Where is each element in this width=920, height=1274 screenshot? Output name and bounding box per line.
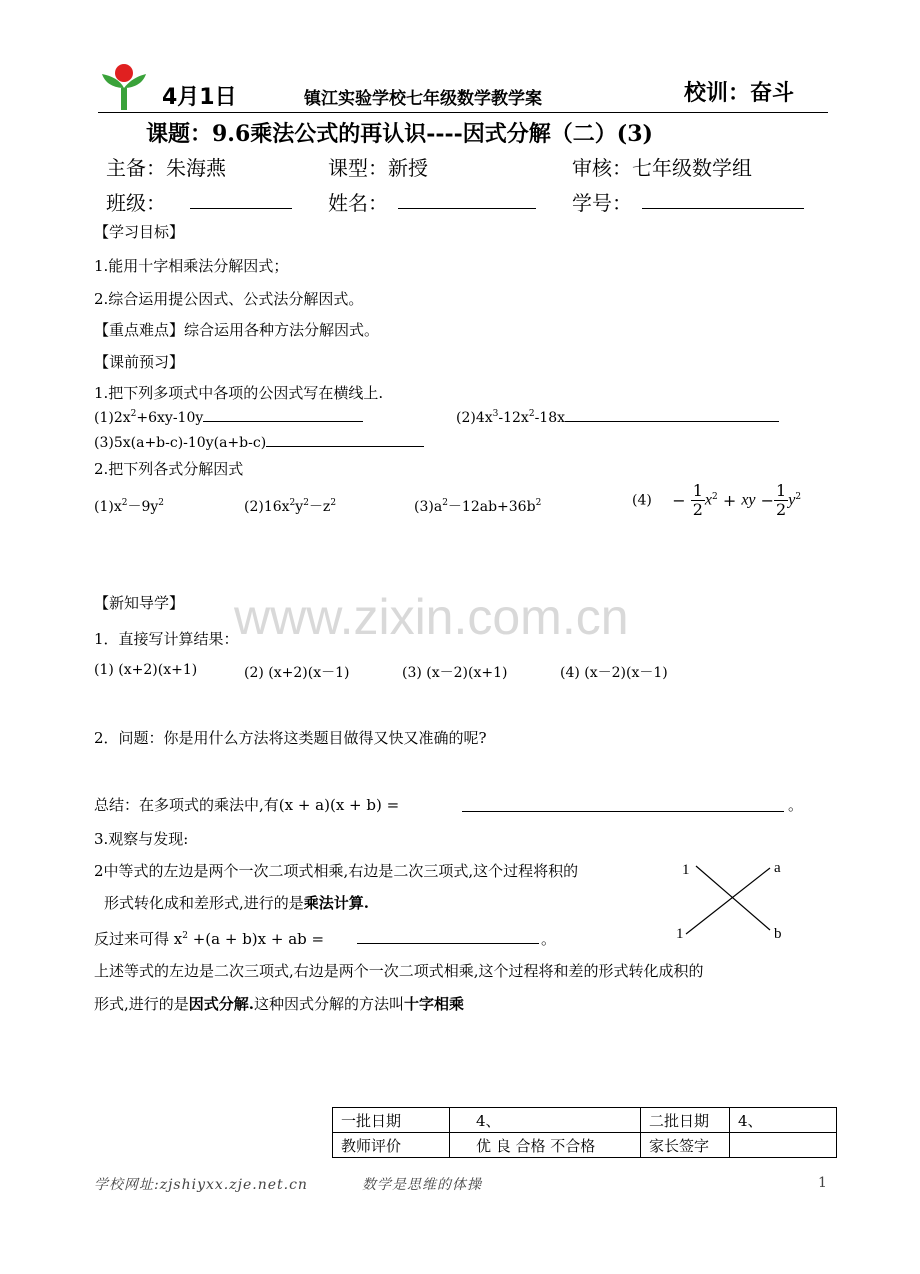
table-row: [333, 1108, 837, 1133]
objectives-heading: 【学习目标】: [94, 223, 185, 241]
table-row: [333, 1133, 837, 1158]
footer-slogan: 数学是思维的体操: [362, 1177, 482, 1193]
header-motto: 校训：奋斗: [684, 81, 795, 106]
footer-website: 学校网址:zjshiyxx.zje.net.cn: [94, 1177, 308, 1193]
answer-blank[interactable]: [565, 407, 779, 422]
new-q2: 2．问题：你是用什么方法将这类题目做得又快又准确的呢?: [94, 729, 487, 747]
paragraph-3-end: 。: [541, 930, 557, 948]
paragraph-5: 形式,进行的是因式分解.这种因式分解的方法叫十字相乘: [94, 995, 465, 1013]
number-label: 学号：: [572, 191, 632, 215]
summary-end: 。: [788, 796, 804, 814]
new-knowledge-heading: 【新知导学】: [94, 594, 185, 612]
new-q1: 1．直接写计算结果：: [94, 630, 239, 648]
new-q1-item: (4) (x－2)(x－1): [560, 665, 668, 681]
paragraph-4: 上述等式的左边是二次三项式,右边是两个一次二项式相乘,这个过程将和差的形式转化成积的: [94, 962, 704, 980]
watermark: www.zixin.com.cn: [234, 589, 629, 645]
preview-q2-item-4: (4) − $\frac{1}{2}$ $x^2$ + xy − $\frac{1}{2}$ $y^2$: [632, 481, 802, 519]
objective-item: 2.综合运用提公因式、公式法分解因式。: [94, 290, 364, 308]
new-q1-item: (2) (x+2)(x－1): [244, 665, 350, 681]
answer-blank[interactable]: [357, 943, 539, 944]
new-q1-item: (3) (x－2)(x+1): [402, 665, 508, 681]
page-title: 课题：9.6乘法公式的再认识----因式分解（二）(3): [146, 121, 653, 147]
answer-blank[interactable]: [203, 407, 363, 422]
new-q3: 3.观察与发现:: [94, 830, 189, 848]
cross-label-br: b: [774, 926, 782, 942]
page-number: 1: [818, 1175, 827, 1191]
review-table: [332, 1107, 837, 1158]
preview-q2-item-2: $(2)16x^2y^2-z^2$: [244, 498, 337, 515]
preview-q2-item-1: $(1)x^2-9y^2$: [94, 498, 165, 515]
info-type: 课型：新授: [328, 156, 428, 180]
preview-q1-item-2: $(2)4x^3-12x^2-18x$: [456, 407, 779, 426]
school-logo: [100, 62, 148, 112]
table-cell: 一批日期: [333, 1108, 450, 1133]
table-cell: 二批日期: [641, 1108, 730, 1133]
class-blank[interactable]: [190, 208, 292, 209]
number-blank[interactable]: [642, 208, 804, 209]
preview-heading: 【课前预习】: [94, 353, 185, 371]
summary: 总结：在多项式的乘法中,有(x + a)(x + b) =: [94, 796, 400, 814]
answer-blank[interactable]: [266, 432, 424, 447]
preview-q1: 1.把下列多项式中各项的公因式写在横线上.: [94, 384, 384, 402]
summary-blank[interactable]: [462, 811, 784, 812]
class-label: 班级：: [106, 191, 166, 215]
paragraph-2: 形式转化成和差形式,进行的是乘法计算.: [104, 894, 370, 912]
table-cell: 家长签字: [641, 1133, 730, 1158]
cross-label-tl: 1: [682, 862, 690, 878]
table-cell: 教师评价: [333, 1133, 450, 1158]
cross-line: [696, 866, 770, 930]
preview-q1-item-3: (3)5x(a+b-c)-10y(a+b-c): [94, 432, 424, 451]
table-cell[interactable]: 4、: [730, 1108, 837, 1133]
cross-diagram: [674, 852, 794, 946]
info-author: 主备：朱海燕: [106, 156, 226, 180]
cross-line: [686, 868, 770, 934]
header-date: 4月1日: [162, 85, 237, 110]
preview-q1-item-1: $(1)2x^2+6xy-10y$: [94, 407, 363, 426]
table-cell[interactable]: 优 良 合格 不合格: [450, 1133, 641, 1158]
header-school: 镇江实验学校七年级数学教学案: [304, 89, 542, 109]
key-points-text: 综合运用各种方法分解因式。: [184, 321, 380, 339]
info-reviewer: 审核：七年级数学组: [572, 156, 752, 180]
key-points-heading: 【重点难点】: [94, 321, 185, 339]
cross-label-tr: a: [774, 860, 781, 876]
preview-q2-item-3: $(3)a^2-12ab+36b^2$: [414, 498, 542, 515]
new-q1-item: (1) (x+2)(x+1): [94, 662, 198, 678]
header-rule: [98, 112, 828, 113]
name-label: 姓名：: [328, 191, 388, 215]
table-cell[interactable]: [730, 1133, 837, 1158]
paragraph-1: 2中等式的左边是两个一次二项式相乘,右边是二次三项式,这个过程将积的: [94, 862, 579, 880]
table-cell[interactable]: 4、: [450, 1108, 641, 1133]
cross-label-bl: 1: [676, 926, 684, 942]
key-points: [94, 319, 379, 340]
preview-q2: 2.把下列各式分解因式: [94, 460, 244, 478]
paragraph-3: 反过来可得 $x^2 +(a + b)x$ + ab =: [94, 930, 325, 948]
objective-item: 1.能用十字相乘法分解因式；: [94, 257, 289, 275]
name-blank[interactable]: [398, 208, 536, 209]
